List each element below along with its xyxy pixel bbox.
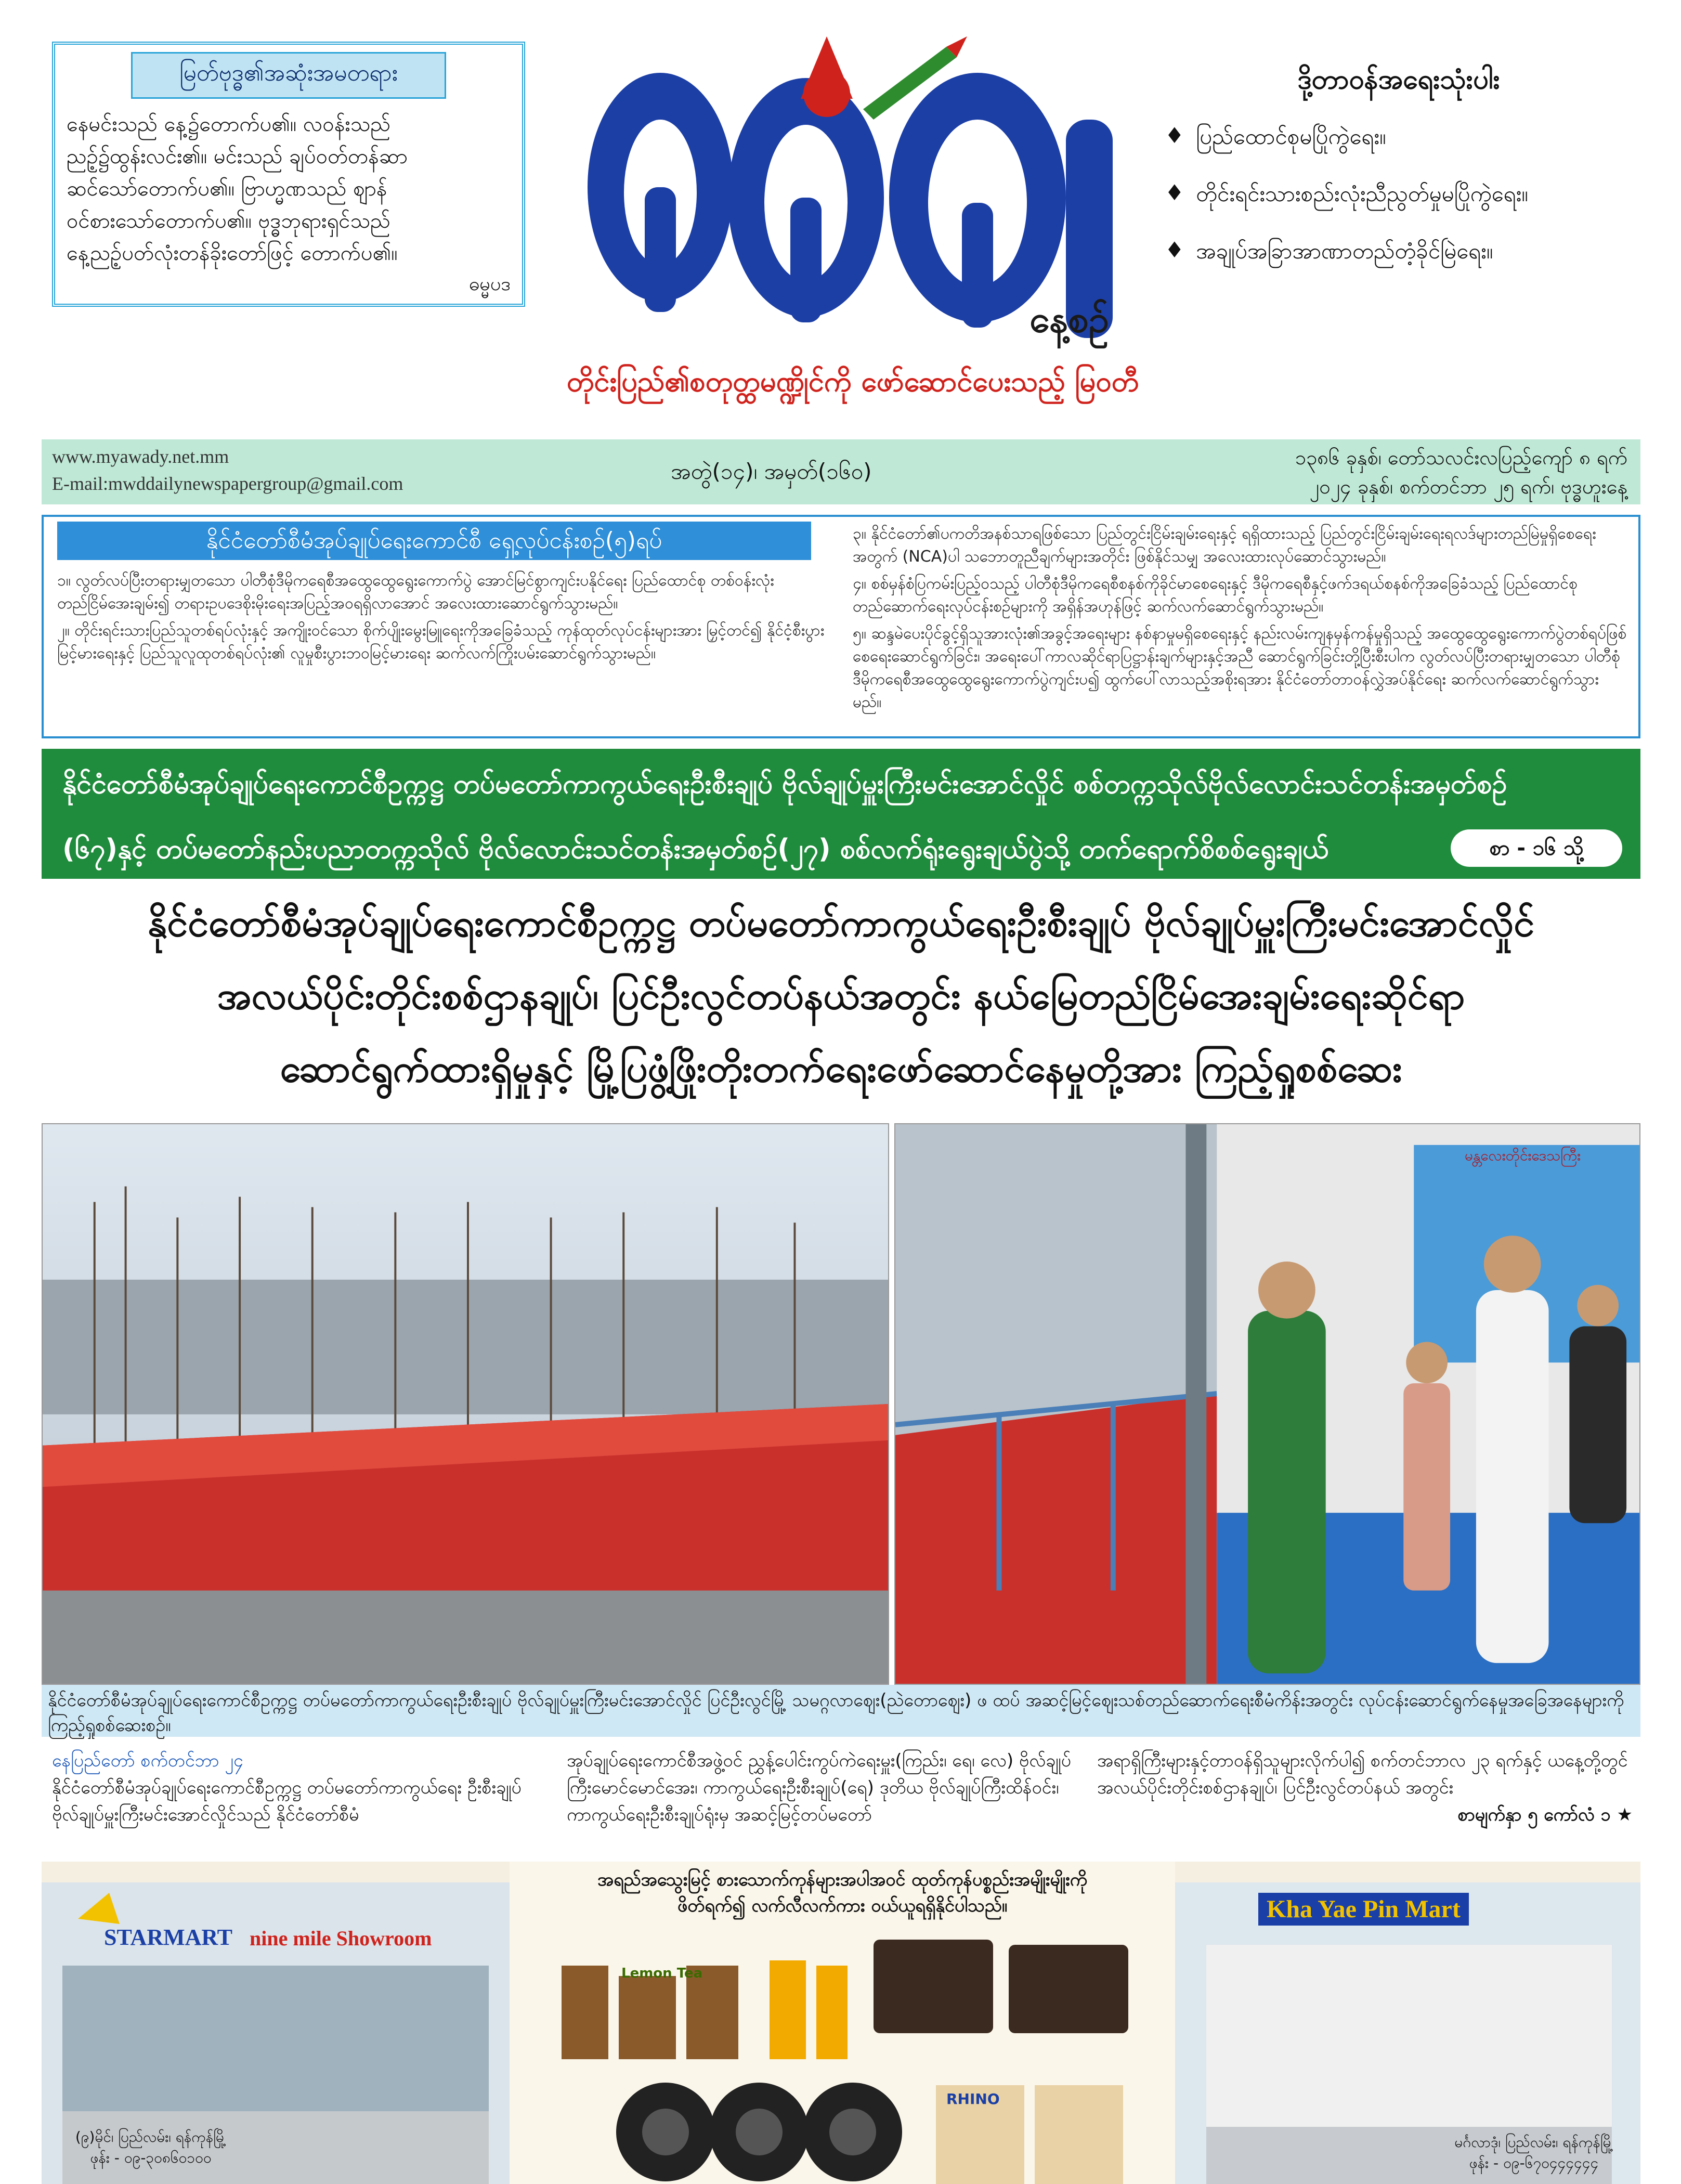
duty-text: တိုင်းရင်းသားစည်းလုံးညီညွတ်မှုမပြိုကွဲရေး။ bbox=[1196, 181, 1528, 206]
inspection-photo bbox=[894, 1123, 1640, 1685]
quote-line: ညဥ့်၌ထွန်းလင်း၏။ မင်းသည် ချပ်ဝတ်တန်ဆာ bbox=[67, 145, 408, 168]
duties-box bbox=[1165, 62, 1633, 294]
quote-title: မြတ်ဗုဒ္ဓ၏အဆုံးအမတရား bbox=[131, 52, 446, 99]
masthead-subtitle: နေ့စဉ် bbox=[1030, 298, 1109, 341]
quote-source: ဓမ္မပဒ bbox=[468, 274, 511, 295]
headline-line-3: ဆောင်ရွက်ထားရှိမှုနှင့် မြို့ပြဖွံ့ဖြိုးတိုးတက်ရေးဖော်ဆောင်နေမှုတို့အား ကြည့်ရှုစစ်ဆေး bbox=[280, 1047, 1402, 1090]
lemon-tea-label: Lemon Tea bbox=[621, 1966, 703, 1981]
duty-text: အချုပ်အခြာအာဏာတည်တံ့ခိုင်မြဲရေး။ bbox=[1196, 238, 1493, 264]
goal-item: ၃။ နိုင်ငံတော်၏ပကတိအနစ်သာရဖြစ်သော ပြည်တွင်းငြိမ်းချမ်းရေးနှင့် ရရှိထားသည့် ပြည်တွင်းငြိမ်းချမ်းရေးရလဒ်များတည်မြဲမှုရှိစေရေးအတွက် (NCA)ပါ သဘောတူညီချက်များအတိုင်း ဖြစ်နိုင်သမျှ အလေးထားလုပ်ဆောင်သွားမည်။ bbox=[853, 525, 1596, 566]
quote-line: နေမင်းသည် နေ့၌တောက်ပ၏။ လဝန်းသည် bbox=[67, 112, 391, 136]
website-link[interactable]: www.myawady.net.mm bbox=[52, 446, 229, 467]
ad-headline-line-1: အရည်အသွေးမြင့် စားသောက်ကုန်များအပါအဝင် ထုတ်ကုန်ပစ္စည်းအမျိုးမျိုးကို bbox=[597, 1869, 1087, 1890]
goal-item: ၅။ ဆန္ဒမဲပေးပိုင်ခွင့်ရှိသူအားလုံး၏အခွင့်အရေးများ နစ်နာမှုမရှိစေရေးနှင့် နည်းလမ်းကျနမှန်ကန်မှုရှိသည့် အထွေထွေရွေးကောက်ပွဲတစ်ရပ်ဖြစ်စေရေးဆောင်ရွက်ခြင်း၊ အရေးပေါ်ကာလဆိုင်ရာပြဋ္ဌာန်းချက်များနှင့်အညီ ဆောင်ရွက်ခြင်းတို့ပြီးစီးပါက လွတ်လပ်ပြီးတရားမျှတသော ပါတီစုံဒီမိုကရေစီအထွေထွေရွေးကောက်ပွဲကျင်းပ၍ ထွက်ပေါ်လာသည့်အစိုးရအား နိုင်ငံတော်တာဝန်လွှဲအပ်နိုင်ရေး ဆက်လက်ဆောင်ရွက်သွားမည်။ bbox=[853, 625, 1627, 711]
goals-left-column bbox=[57, 569, 827, 669]
quote-line: ဆင်သော်တောက်ပ၏။ ဗြာဟ္မဏသည် ဈာန် bbox=[67, 177, 387, 201]
kha-yae-contact bbox=[1435, 2132, 1633, 2174]
rhino-label: RHINO bbox=[946, 2090, 1000, 2108]
duty-item bbox=[1165, 180, 1633, 212]
ad-headline-line-2: ဖိတ်ရက်၍ လက်လီလက်ကား ဝယ်ယူရရှိနိုင်ပါသည်။ bbox=[677, 1895, 1008, 1916]
ad-headline bbox=[520, 1867, 1165, 1919]
kha-yae-address: မင်္ဂလာဒုံ၊ ပြည်လမ်း၊ ရန်ကုန်မြို့ bbox=[1454, 2134, 1613, 2151]
article-text: အရာရှိကြီးများနှင့်တာဝန်ရှိသူများလိုက်ပါ၍ စက်တင်ဘာလ ၂၃ ရက်နှင့် ယနေ့တို့တွင် အလယ်ပိုင်းတိုင်းစစ်ဌာနချုပ်၊ ပြင်ဦးလွင်တပ်နယ် အတွင်း bbox=[1097, 1750, 1628, 1798]
banner-line-1: နိုင်ငံတော်စီမံအုပ်ချုပ်ရေးကောင်စီဥက္ကဋ္ဌ တပ်မတော်ကာကွယ်ရေးဦးစီးချုပ် ဗိုလ်ချုပ်မှူးကြီးမင်းအောင်လှိုင် စစ်တက္ကသိုလ်ဗိုလ်လောင်းသင်တန်းအမှတ်စဉ် bbox=[62, 769, 1507, 800]
starmart-branch: nine mile Showroom bbox=[250, 1927, 432, 1950]
kha-yae-phone: ဖုန်း - ၀၉-၆၇၀၄၄၄၄၄၄ bbox=[1469, 2154, 1599, 2172]
kha-yae-brand: Kha Yae Pin Mart bbox=[1258, 1893, 1469, 1926]
duty-item bbox=[1165, 123, 1633, 155]
headline-line-2: အလယ်ပိုင်းတိုင်းစစ်ဌာနချုပ်၊ ပြင်ဦးလွင်တပ်နယ်အတွင်း နယ်မြေတည်ငြိမ်အေးချမ်းရေးဆိုင်ရာ bbox=[217, 974, 1465, 1018]
goal-item: ၁။ လွတ်လပ်ပြီးတရားမျှတသော ပါတီစုံဒီမိုကရေစီအထွေထွေရွေးကောက်ပွဲ အောင်မြင်စွာကျင်းပနိုင်ရေး ပြည်ထောင်စု တစ်ဝန်းလုံး တည်ငြိမ်အေးချမ်း၍ တရားဥပဒေစိုးမိုးရေးအပြည့်အဝရရှိလာအောင် အလေးထားဆောင်ရွက်သွားမည်။ bbox=[57, 571, 774, 613]
starmart-phone: ဖုန်း - ၀၉-၃၀၈၆၀၁၀၀ bbox=[90, 2149, 212, 2166]
diamond-bullet-icon: ♦ bbox=[1165, 180, 1184, 205]
duty-text: ပြည်ထောင်စုမပြိုကွဲရေး။ bbox=[1196, 124, 1386, 149]
date-english: ၂၀၂၄ ခုနှစ်၊ စက်တင်ဘာ ၂၅ ရက်၊ ဗုဒ္ဓဟူးနေ့ bbox=[1309, 475, 1627, 498]
email-link[interactable]: E-mail:mwddailynewspapergroup@gmail.com bbox=[52, 473, 403, 494]
diamond-bullet-icon: ♦ bbox=[1165, 123, 1184, 148]
contact-info bbox=[52, 443, 403, 497]
duties-title: ဒို့တာဝန်အရေးသုံးပါး bbox=[1297, 64, 1500, 95]
diamond-bullet-icon: ♦ bbox=[1165, 237, 1184, 263]
quote-line: နေ့ညဥ့်ပတ်လုံးတန်ခိုးတော်ဖြင့် တောက်ပ၏။ bbox=[67, 241, 398, 265]
article-column-3 bbox=[1097, 1747, 1633, 1828]
article-dateline: နေပြည်တော် စက်တင်ဘာ ၂၄ bbox=[52, 1750, 244, 1771]
date-myanmar: ၁၃၈၆ ခုနှစ်၊ တော်သလင်းလပြည့်ကျော် ၈ ရက် bbox=[1295, 446, 1627, 469]
goal-item: ၂။ တိုင်းရင်းသားပြည်သူတစ်ရပ်လုံးနှင့် အကျိုးဝင်သော စိုက်ပျိုးမွေးမြူရေးကိုအခြေခံသည့် ကုန်ထုတ်လုပ်ငန်းများအား မြှင့်တင်၍ နိုင်ငံ့စီးပွားမြင့်မားရေးနှင့် ပြည်သူလူထုတစ်ရပ်လုံး၏ လူမှုစီးပွားဘဝမြင့်မားရေး ဆက်လက်ကြိုးပမ်းဆောင်ရွက်သွားမည်။ bbox=[57, 621, 825, 662]
article-column-1 bbox=[52, 1747, 551, 1828]
masthead-slogan: တိုင်းပြည်၏စတုတ္ထမဏ္ဍိုင်ကို ဖော်ဆောင်ပေးသည့် မြဝတီ bbox=[566, 365, 1139, 398]
photo-caption: နိုင်ငံတော်စီမံအုပ်ချုပ်ရေးကောင်စီဥက္ကဋ္ဌ တပ်မတော်ကာကွယ်ရေးဦးစီးချုပ် ဗိုလ်ချုပ်မှူးကြီးမင်းအောင်လှိုင် ပြင်ဦးလွင်မြို့ သမဂ္ဂလာဈေး(ညဲတောဈေး) ဖ ထပ် အဆင့်မြင့်ဈေးသစ်တည်ဆောက်ရေးစီမံကိန်းအတွင်း လုပ်ငန်းဆောင်ရွက်နေမှုအခြေအနေများကို ကြည့်ရှုစစ်ဆေးစဉ်။ bbox=[42, 1685, 1640, 1737]
banner-line-2: (၆၇)နှင့် တပ်မတော်နည်းပညာတက္ကသိုလ် ဗိုလ်လောင်းသင်တန်းအမှတ်စဉ်(၂၇) စစ်လက်ရုံးရွေးချယ်ပွဲသို့ တက်ရောက်စိစစ်ရွေးချယ် bbox=[62, 834, 1329, 865]
page-reference-badge[interactable]: စာ - ၁၆ သို့ bbox=[1451, 829, 1622, 867]
duty-item bbox=[1165, 237, 1633, 269]
advertisement bbox=[42, 1862, 1640, 2184]
photo-sign-text: မန္တလေးတိုင်းဒေသကြီး bbox=[1465, 1147, 1581, 1164]
starmart-contact bbox=[57, 2127, 244, 2168]
issue-volume: အတွဲ(၁၄)၊ အမှတ်(၁၆၀) bbox=[671, 459, 872, 484]
construction-photo bbox=[42, 1123, 889, 1685]
continued-link[interactable]: စာမျက်နှာ ၅ ကော်လံ ၁ ★ bbox=[1457, 1804, 1633, 1825]
goals-title: နိုင်ငံတော်စီမံအုပ်ချုပ်ရေးကောင်စီ ရှေ့လုပ်ငန်းစဉ်(၅)ရပ် bbox=[57, 522, 811, 560]
quote-line: ဝင်စားသော်တောက်ပ၏။ ဗုဒ္ဓဘုရားရှင်သည် bbox=[67, 209, 390, 233]
starmart-brand: STARMART bbox=[104, 1925, 232, 1950]
headline-line-1: နိုင်ငံတော်စီမံအုပ်ချုပ်ရေးကောင်စီဥက္ကဋ္ဌ တပ်မတော်ကာကွယ်ရေးဦးစီးချုပ် ဗိုလ်ချုပ်မှူးကြီးမင်းအောင်လှိုင် bbox=[147, 901, 1535, 945]
starmart-address: (၉)မိုင်၊ ပြည်လမ်း၊ ရန်ကုန်မြို့ bbox=[75, 2128, 227, 2146]
issue-dates bbox=[1144, 443, 1627, 501]
article-column-2 bbox=[567, 1747, 1087, 1828]
article-text: အုပ်ချုပ်ရေးကောင်စီအဖွဲ့ဝင် ညွှန့်ပေါင်းကွပ်ကဲရေးမှူး(ကြည်း၊ ရေ၊ လေ) ဗိုလ်ချုပ်ကြီးမောင်မောင်အေး၊ ကာကွယ်ရေးဦးစီးချုပ်(ရေ) ဒုတိယ ဗိုလ်ချုပ်ကြီးထိန်ဝင်း၊ ကာကွယ်ရေးဦးစီးချုပ်ရုံးမှ အဆင့်မြင့်တပ်မတော် bbox=[567, 1750, 1071, 1825]
quote-box bbox=[52, 42, 525, 307]
goal-item: ၄။ စစ်မှန်စံပြကမ်းပြည့်ဝသည့် ပါတီစုံဒီမိုကရေစီစနစ်ကိုခိုင်မာစေရေးနှင့် ဒီမိုကရေစီနှင့်ဖက်ဒရယ်စနစ်ကိုအခြေခံသည့် ပြည်ထောင်စုတည်ဆောက်ရေးလုပ်ငန်းစဉ်များကို အရှိန်အဟုန်ဖြင့် ဆက်လက်ဆောင်ရွက်သွားမည်။ bbox=[853, 575, 1578, 616]
goals-right-column bbox=[853, 523, 1627, 718]
article-text: နိုင်ငံတော်စီမံအုပ်ချုပ်ရေးကောင်စီဥက္ကဋ္ဌ တပ်မတော်ကာကွယ်ရေး ဦးစီးချုပ် ဗိုလ်ချုပ်မှူးကြီးမင်းအောင်လှိုင်သည် နိုင်ငံတော်စီမံ bbox=[52, 1777, 522, 1825]
